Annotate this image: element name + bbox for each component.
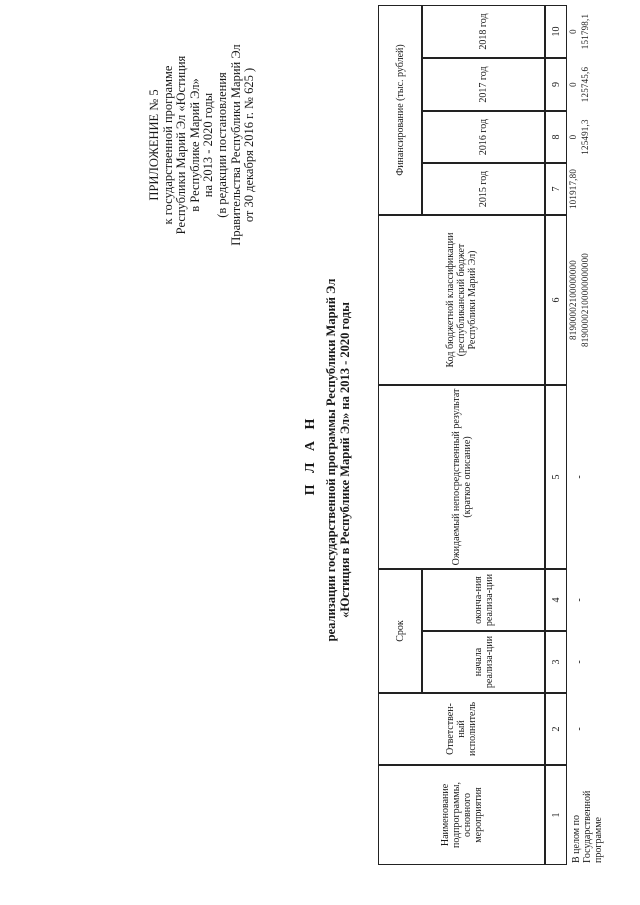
appendix-line: от 30 декабря 2016 г. № 625 ) xyxy=(242,67,257,223)
row-executor: - xyxy=(573,727,585,731)
header-year-2017: 2017 год xyxy=(422,58,545,111)
header-executor: Ответствен-ный исполнитель xyxy=(378,693,545,765)
appendix-line: Правительства Республики Марий Эл xyxy=(228,44,243,246)
col-number: 10 xyxy=(545,5,567,58)
col-number: 6 xyxy=(545,215,567,385)
header-term-end: оконча-ния реализа-ции xyxy=(422,569,545,631)
plan-subtitle xyxy=(324,135,352,785)
col-number: 1 xyxy=(545,765,567,865)
header-year-2015: 2015 год xyxy=(422,163,545,215)
appendix-line: (в редакции постановления xyxy=(214,72,229,218)
appendix-line: ПРИЛОЖЕНИЕ № 5 xyxy=(147,89,161,201)
header-year-2016: 2016 год xyxy=(422,111,545,163)
header-result: Ожидаемый непосредственный результат (краткое описание) xyxy=(378,385,545,569)
header-term: Срок xyxy=(378,569,422,693)
row-year-2016-zero: 0 xyxy=(568,134,578,140)
appendix-block xyxy=(148,25,257,265)
col-number: 4 xyxy=(545,569,567,631)
appendix-line: на 2013 - 2020 годы xyxy=(201,92,216,198)
row-name: В целом по Государственной программе xyxy=(571,790,604,863)
plan-title: П Л А Н xyxy=(303,414,318,496)
subtitle-line-1: реализации государственной программы Республики Марий Эл xyxy=(324,278,338,642)
row-code-1: 81900002100000000 xyxy=(568,260,578,340)
row-year-2017: 125745,6 xyxy=(580,66,590,103)
header-year-2018: 2018 год xyxy=(422,5,545,58)
header-budget-code: Код бюджетной классификации (республиканский бюджет Республики Марий Эл) xyxy=(378,215,545,385)
header-financing: Финансирование (тыс. рублей) xyxy=(378,5,422,215)
row-result: - xyxy=(573,475,585,479)
col-number: 3 xyxy=(545,631,567,693)
row-year-2016: 125491,3 xyxy=(580,119,590,155)
appendix-line: к государственной программе xyxy=(160,65,175,225)
row-code-2: 81900002100000000000 xyxy=(580,253,590,347)
subtitle-line-2: «Юстиция в Республике Марий Эл» на 2013 - 2020 годы xyxy=(338,302,352,618)
plan-table xyxy=(378,5,623,865)
col-number: 2 xyxy=(545,693,567,765)
header-name: Наименование подпрограммы, основного мероприятия xyxy=(378,765,545,865)
col-number: 5 xyxy=(545,385,567,569)
header-term-start: начала реализа-ции xyxy=(422,631,545,693)
col-number: 9 xyxy=(545,58,567,111)
row-end: - xyxy=(573,598,585,602)
col-number: 8 xyxy=(545,111,567,163)
col-number: 7 xyxy=(545,163,567,215)
row-start: - xyxy=(573,660,585,664)
row-year-2015: 101917,80 xyxy=(568,168,578,210)
row-year-2018: 151798,1 xyxy=(580,13,590,50)
appendix-line: в Республике Марий Эл» xyxy=(187,78,202,212)
row-year-2017-zero: 0 xyxy=(568,82,578,87)
appendix-line: Республики Марий Эл «Юстиция xyxy=(174,55,189,235)
row-year-2018-zero: 0 xyxy=(568,29,578,34)
